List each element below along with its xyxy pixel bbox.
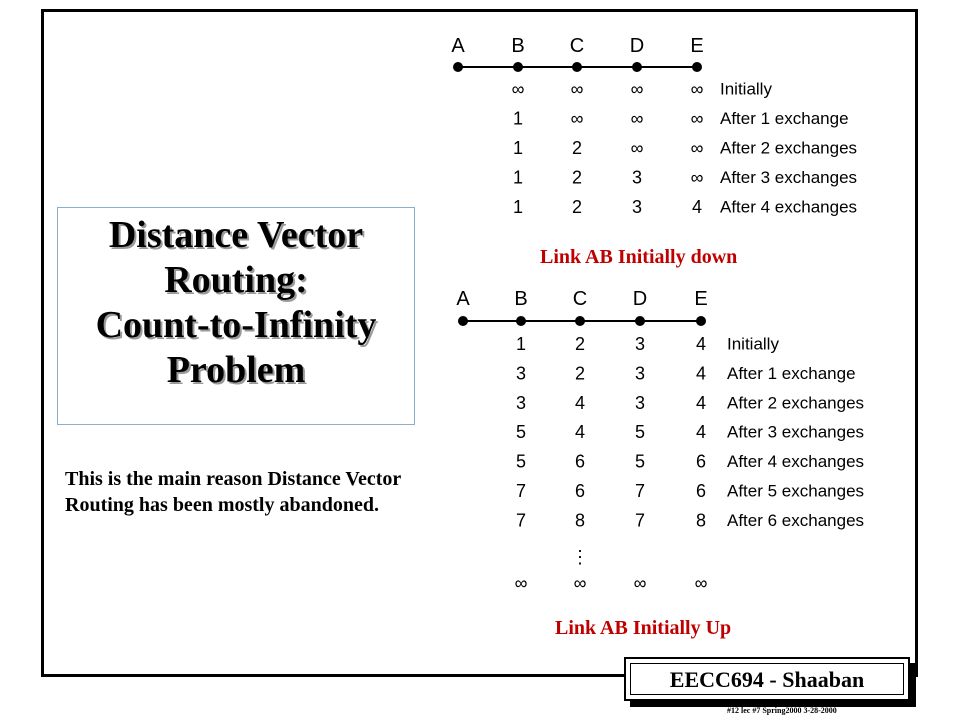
distance-cell: 5 [515, 451, 527, 472]
node-dot-e [696, 316, 706, 326]
infinity-cell: ∞ [514, 573, 528, 593]
distance-cell: ∞ [511, 79, 525, 99]
distance-cell: 7 [634, 481, 646, 501]
distance-cell: 2 [571, 138, 583, 158]
distance-cell: 8 [574, 510, 586, 531]
distance-cell: 1 [512, 108, 524, 129]
title-line: Distance Vector [108, 214, 364, 256]
node-dot-b [516, 316, 526, 326]
node-label-d: D [632, 288, 648, 310]
distance-cell: ∞ [630, 79, 644, 99]
distance-cell: ∞ [570, 108, 584, 129]
node-label-b: B [514, 288, 528, 310]
reason-text: This is the main reason Distance Vector Routing has been mostly abandoned. [65, 468, 401, 516]
distance-cell: 4 [695, 363, 707, 384]
distance-cell: 8 [695, 510, 707, 531]
node-label-d: D [629, 35, 645, 57]
distance-cell: 5 [634, 451, 646, 472]
node-label-a: A [456, 288, 470, 310]
node-label-b: B [511, 35, 525, 57]
distance-cell: ∞ [630, 108, 644, 129]
distance-cell: 4 [695, 392, 707, 413]
distance-cell: ∞ [690, 108, 704, 129]
distance-cell: 1 [512, 197, 524, 217]
title-line: Count-to-Infinity [95, 304, 377, 346]
node-dot-b [513, 62, 523, 72]
title-line: Routing: [164, 259, 308, 301]
distance-cell: 1 [512, 167, 524, 188]
infinity-cell: ∞ [694, 573, 708, 593]
distance-cell: 2 [571, 197, 583, 217]
distance-cell: 3 [634, 363, 646, 384]
distance-cell: 4 [574, 392, 586, 413]
node-dot-c [575, 316, 585, 326]
distance-cell: 5 [634, 422, 646, 443]
distance-cell: 4 [574, 422, 586, 443]
distance-cell: 3 [515, 392, 527, 413]
node-dot-e [692, 62, 702, 72]
exchange-label: After 4 exchanges [727, 452, 865, 472]
distance-cell: 3 [631, 167, 643, 188]
distance-cell: ∞ [690, 138, 704, 158]
ellipsis: ⋮ [571, 546, 589, 567]
distance-cell: 3 [634, 334, 646, 354]
exchange-label: After 2 exchanges [720, 138, 858, 158]
distance-cell: 7 [634, 510, 646, 531]
exchange-label: After 6 exchanges [727, 510, 865, 530]
exchange-label: After 4 exchanges [720, 197, 858, 217]
distance-cell: ∞ [690, 167, 704, 188]
distance-cell: ∞ [630, 138, 644, 158]
node-dot-c [572, 62, 582, 72]
distance-cell: 4 [691, 197, 703, 217]
distance-cell: 1 [512, 138, 524, 158]
node-dot-d [635, 316, 645, 326]
footnote: #12 lec #7 Spring2000 3-28-2000 [727, 706, 837, 715]
distance-cell: ∞ [690, 79, 704, 99]
distance-cell: 3 [634, 392, 646, 413]
exchange-label: After 2 exchanges [727, 393, 865, 413]
exchange-label: Initially [727, 334, 779, 354]
distance-cell: 4 [695, 422, 707, 443]
caption-link-up: Link AB Initially Up [555, 617, 732, 639]
distance-cell: 5 [515, 422, 527, 443]
distance-cell: 6 [574, 451, 586, 472]
distance-cell: 2 [574, 363, 586, 384]
distance-cell: 3 [515, 363, 527, 384]
distance-cell: 6 [574, 481, 586, 501]
node-label-c: C [569, 35, 585, 57]
exchange-label: After 3 exchanges [727, 422, 865, 442]
node-label-c: C [572, 288, 588, 310]
distance-cell: 2 [571, 167, 583, 188]
distance-cell: 6 [695, 451, 707, 472]
infinity-cell: ∞ [633, 573, 647, 593]
node-label-a: A [451, 35, 465, 57]
distance-cell: 7 [515, 481, 527, 501]
footer-label: EECC694 - Shaaban [630, 663, 904, 695]
exchange-label: After 1 exchange [720, 109, 849, 128]
exchange-label: After 5 exchanges [727, 481, 865, 501]
distance-cell: 4 [695, 334, 707, 354]
node-dot-d [632, 62, 642, 72]
node-dot-a [458, 316, 468, 326]
distance-cell: ∞ [570, 79, 584, 99]
node-label-e: E [694, 288, 708, 310]
node-dot-a [453, 62, 463, 72]
distance-cell: 6 [695, 481, 707, 501]
exchange-label: Initially [720, 79, 772, 99]
exchange-label: After 3 exchanges [720, 168, 858, 187]
distance-cell: 2 [574, 334, 586, 354]
distance-cell: 3 [631, 197, 643, 217]
caption-link-down: Link AB Initially down [540, 246, 738, 268]
infinity-cell: ∞ [573, 573, 587, 593]
footer-box [624, 657, 910, 701]
node-label-e: E [690, 35, 704, 57]
exchange-label: After 1 exchange [727, 363, 856, 383]
distance-cell: 7 [515, 510, 527, 531]
title-line: Problem [166, 349, 306, 391]
distance-cell: 1 [515, 334, 527, 354]
